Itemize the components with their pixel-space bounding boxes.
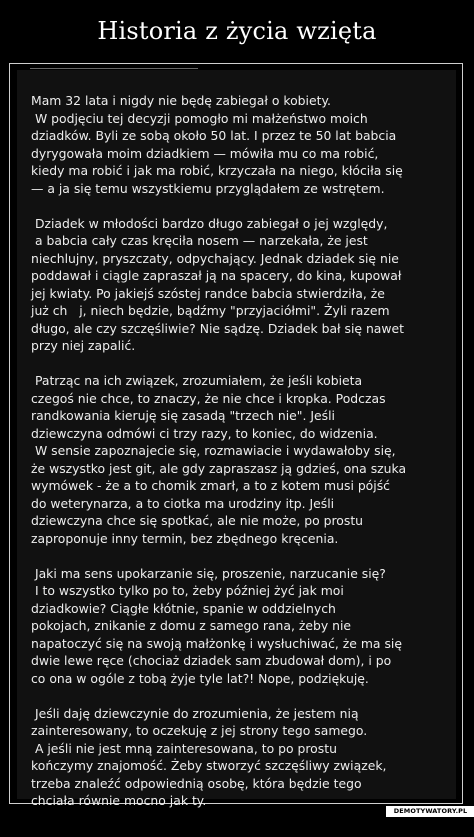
text-line: zainteresowany, to oczekuję z jej strony tego samego. <box>31 723 368 738</box>
story-text <box>31 92 455 827</box>
paragraph-1 <box>31 92 455 197</box>
text-line: A jeśli nie jest mną zainteresowana, to po prostu <box>31 740 337 756</box>
text-line: Patrząc na ich związek, zrozumiałem, że jeśli kobieta <box>31 373 363 388</box>
text-line: W sensie zapoznajecie się, rozmawiacie i wydawałoby się, <box>31 443 396 458</box>
text-line: napatoczyć się na swoją małżonkę i wysłuchiwać, że ma się <box>31 635 402 651</box>
divider <box>30 68 198 69</box>
text-line: dyrygowała moim dziadkiem — mówiła mu co ma robić, <box>31 145 379 161</box>
paragraph-3 <box>31 372 455 547</box>
text-line: pokojach, znikanie z domu z samego rana, żeby nie <box>31 618 352 633</box>
text-line: dwie lewe ręce (chociaż dziadek sam zbudował dom), i po <box>31 653 392 668</box>
text-line: już ch j, niech będzie, bądźmy "przyjaciółmi". Żyli razem <box>31 303 390 318</box>
text-line: czegoś nie chce, to znaczy, że nie chce i kropka. Podczas <box>31 390 386 406</box>
text-line: co ona w ogóle z tobą żyje tyle lat?! Nope, podziękuję. <box>31 670 369 686</box>
page-title: Historia z życia wzięta <box>97 17 377 45</box>
text-line: W podjęciu tej decyzji pomogło mi małżeństwo moich <box>31 110 368 126</box>
text-line: kiedy ma robić i jak ma robić, krzyczała na niego, kłóciła się <box>31 163 403 178</box>
text-line: I to wszystko tylko po to, żeby później żyć jak moi <box>31 583 344 598</box>
text-line: — a ja się temu wszystkiemu przyglądałem ze wstrętem. <box>31 180 385 196</box>
text-line: dziadków. Byli ze sobą około 50 lat. I przez te 50 lat babcia <box>31 128 397 143</box>
text-line: jej kwiaty. Po jakiejś szóstej randce babcia stwierdziła, że <box>31 285 385 301</box>
text-line: długo, ale czy szczęśliwie? Nie sądzę. Dziadek bał się nawet <box>31 320 405 336</box>
text-line: że wszystko jest git, ale gdy zapraszasz ją gdzieś, ona szuka <box>31 460 407 476</box>
text-line: Mam 32 lata i nigdy nie będę zabiegał o kobiety. <box>31 93 331 108</box>
text-line: do weterynarza, a to ciotka ma urodziny itp. Jeśli <box>31 495 335 511</box>
text-line: dziadkowie? Ciągłe kłótnie, spanie w oddzielnych <box>31 600 336 616</box>
text-line: wymówek - że a to chomik zmarł, a to z kotem musi pójść <box>31 478 390 493</box>
text-line: poddawał i ciągle zapraszał ją na spacery, do kina, kupował <box>31 268 402 283</box>
text-line: Dziadek w młodości bardzo długo zabiegał o jej względy, <box>31 215 388 231</box>
watermark-logo: DEMOTYWATORY.PL <box>386 806 474 817</box>
text-line: dziewczyna chce się spotkać, ale nie może, po prostu <box>31 513 364 528</box>
paragraph-2 <box>31 215 455 355</box>
text-line: zaproponuje inny termin, bez zbędnego kręcenia. <box>31 530 339 546</box>
text-line: kończymy znajomość. Żeby stworzyć szczęśliwy związek, <box>31 758 387 773</box>
text-line: niechlujny, pryszczaty, odpychający. Jednak dziadek się nie <box>31 250 399 266</box>
text-line: chciała równie mocno jak ty. <box>31 793 207 808</box>
paragraph-5 <box>31 705 455 810</box>
paragraph-4 <box>31 565 455 688</box>
text-line: a babcia cały czas kręciła nosem — narzekała, że jest <box>31 233 368 248</box>
text-line: przy niej zapalić. <box>31 338 136 353</box>
text-line: dziewczyna odmówi ci trzy razy, to koniec, do widzenia. <box>31 425 378 441</box>
text-line: Jeśli daję dziewczynie do zrozumienia, że jestem nią <box>31 705 359 721</box>
text-line: Jaki ma sens upokarzanie się, proszenie, narzucanie się? <box>31 565 386 581</box>
text-line: trzeba znaleźć odpowiednią osobę, która będzie tego <box>31 775 362 791</box>
text-line: randkowania kieruję się zasadą "trzech nie". Jeśli <box>31 408 335 423</box>
